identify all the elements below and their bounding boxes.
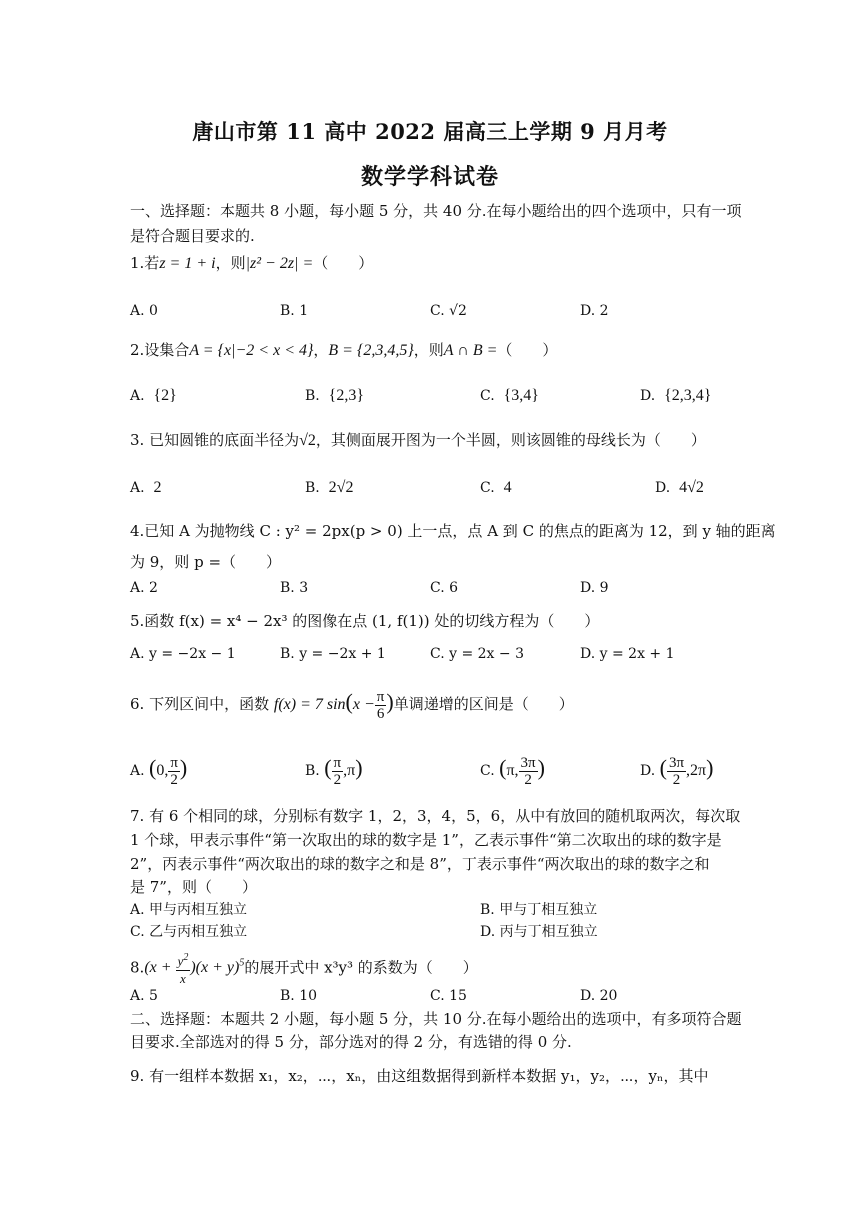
q6-function: f(x) = 7 sin	[273, 696, 346, 713]
q3-option-b[interactable]	[305, 479, 353, 497]
q6-option-a-lparen: (	[149, 755, 157, 780]
question-9-line1: 9. 有一组样本数据 x₁，x₂，⋯，xₙ，由这组数据得到新样本数据 y₁，y₂，⋯，yₙ，其中	[130, 1067, 709, 1085]
q6-argument: x −	[352, 696, 375, 713]
q6-option-d-rparen: )	[706, 755, 714, 780]
q6-option-c-den: 2	[524, 771, 532, 788]
q3-option-d-label: D.	[655, 480, 671, 496]
q8-option-d[interactable]: D. 20	[580, 988, 618, 1004]
q6-option-a-num: π	[170, 754, 178, 771]
q3-option-b-label: B.	[305, 480, 320, 496]
q6-option-d-post: ,2π	[686, 762, 707, 779]
q1-option-b[interactable]: B. 1	[280, 303, 309, 319]
section1-instructions-line2: 是符合题目要求的.	[130, 227, 255, 245]
q4-option-a[interactable]: A. 2	[130, 580, 158, 596]
question-2-stem	[130, 340, 557, 361]
question-6-stem	[130, 682, 574, 725]
exam-title: 唐山市第 11 高中 2022 届高三上学期 9 月月考	[192, 119, 668, 144]
q3-suffix: ，其侧面展开图为一个半圆，则该圆锥的母线长为（ ）	[315, 431, 706, 449]
q3-option-c-label: C.	[480, 480, 495, 496]
q2-suffix: （ ）	[497, 341, 558, 359]
q1-math-abs: |z² − 2z| =	[245, 255, 314, 272]
q6-frac-num: π	[376, 688, 385, 705]
q1-prefix: 1.若	[130, 254, 160, 272]
q6-option-d-den: 2	[672, 771, 681, 788]
q6-option-a-den: 2	[170, 771, 178, 788]
q6-prefix: 6. 下列区间中，函数	[130, 695, 270, 713]
q2-option-a-label: A.	[130, 388, 145, 404]
q3-option-c-value: 4	[503, 479, 512, 496]
section2-instructions-line2: 目要求.全部选对的得 5 分，部分选对的得 2 分，有选错的得 0 分.	[130, 1033, 572, 1051]
q3-option-a-label: A.	[130, 480, 145, 496]
q6-option-a-fraction	[168, 755, 180, 788]
q8-option-c[interactable]: C. 15	[430, 988, 467, 1004]
q6-option-a[interactable]	[130, 748, 187, 791]
q2-intersection: A ∩ B =	[443, 342, 498, 359]
question-3-stem	[130, 430, 706, 451]
q6-right-paren: )	[386, 689, 394, 714]
q1-math-z: z = 1 + i	[159, 255, 216, 272]
q6-option-b-post: ,π	[343, 762, 356, 779]
q2-option-a[interactable]	[130, 387, 177, 405]
q3-option-d-value: 4√2	[679, 479, 704, 496]
q2-option-d-label: D.	[640, 388, 656, 404]
q1-suffix: （ ）	[313, 254, 374, 272]
q8-option-a[interactable]: A. 5	[130, 988, 158, 1004]
q3-prefix: 3. 已知圆锥的底面半径为	[130, 431, 300, 449]
q2-prefix: 2.设集合	[130, 341, 190, 359]
section2-instructions-line1: 二、选择题：本题共 2 小题，每小题 5 分，共 10 分.在每小题给出的选项中，有多项符合题	[130, 1010, 742, 1028]
q2-option-c-label: C.	[480, 388, 495, 404]
q2-comma: ，	[313, 341, 329, 359]
section1-instructions-line1: 一、选择题：本题共 8 小题，每小题 5 分，共 40 分.在每小题给出的四个选项中，只有一项	[130, 202, 742, 220]
q6-option-a-pre: 0,	[156, 762, 169, 779]
q6-option-a-label: A.	[130, 763, 145, 779]
q6-option-b-fraction	[332, 755, 344, 788]
q2-then: ，则	[413, 341, 444, 359]
q6-option-c-label: C.	[480, 763, 495, 779]
q6-option-c[interactable]	[480, 748, 545, 791]
q5-option-c[interactable]: C. y = 2x − 3	[430, 646, 524, 662]
q2-option-a-value: {2}	[153, 387, 177, 404]
question-1-stem	[130, 253, 373, 274]
q6-option-b-lparen: (	[324, 755, 332, 780]
q2-set-a: A = {x|−2 < x < 4}	[189, 342, 314, 359]
q6-option-c-pre: π,	[506, 762, 519, 779]
q2-option-b-value: {2,3}	[328, 387, 365, 404]
q7-option-c[interactable]: C. 乙与丙相互独立	[130, 924, 248, 940]
q6-option-d[interactable]	[640, 748, 713, 791]
question-7-line1: 7. 有 6 个相同的球，分别标有数字 1，2，3，4，5，6，从中有放回的随机取两次，每次取	[130, 807, 741, 825]
q3-option-a-value: 2	[153, 479, 162, 496]
q6-fraction	[375, 689, 387, 722]
exam-subtitle: 数学学科试卷	[360, 164, 499, 190]
q6-option-d-fraction	[667, 755, 686, 788]
q3-option-a[interactable]	[130, 479, 161, 497]
q6-option-b-den: 2	[333, 771, 342, 788]
q6-suffix: 单调递增的区间是（ ）	[393, 695, 574, 713]
q7-option-b[interactable]: B. 甲与丁相互独立	[480, 902, 598, 918]
q3-option-d[interactable]	[655, 479, 704, 497]
question-7-line3: 2”，丙表示事件“两次取出的球的数字之和是 8”，丁表示事件“两次取出的球的数字之和	[130, 855, 710, 873]
q5-option-a[interactable]: A. y = −2x − 1	[130, 646, 236, 662]
q3-option-c[interactable]	[480, 479, 512, 497]
q8-expression: (x + $\frac{y^2}{x}$ )$(x + y)^5$	[144, 952, 245, 986]
q8-prefix: 8.	[130, 958, 145, 977]
question-5-stem: 5.函数 f(x) = x⁴ − 2x³ 的图像在点 (1, f(1)) 处的切线方程为（ ）	[130, 612, 600, 630]
q6-option-b[interactable]	[305, 748, 363, 791]
q2-option-c-value: {3,4}	[503, 387, 539, 404]
q6-option-b-rparen: )	[355, 755, 363, 780]
q2-option-b-label: B.	[305, 388, 320, 404]
q8-suffix: 的展开式中 x³y³ 的系数为（ ）	[244, 958, 478, 977]
q2-option-d[interactable]	[640, 387, 711, 405]
q3-radius: √2	[299, 432, 316, 449]
q1-option-a[interactable]: A. 0	[130, 303, 158, 319]
q6-option-d-lparen: (	[659, 755, 667, 780]
q6-option-c-fraction	[519, 755, 538, 788]
q6-option-c-rparen: )	[537, 755, 545, 780]
question-7-line4: 是 7”，则（ ）	[130, 878, 257, 896]
q6-option-c-num: 3π	[520, 754, 536, 771]
q6-option-d-num: 3π	[668, 754, 685, 771]
q4-option-c[interactable]: C. 6	[430, 580, 459, 596]
q6-option-c-lparen: (	[499, 755, 507, 780]
q1-option-d[interactable]: D. 2	[580, 303, 609, 319]
question-7-line2: 1 个球，甲表示事件“第一次取出的球的数字是 1”，乙表示事件“第二次取出的球的数字是	[130, 831, 722, 849]
q6-frac-den: 6	[376, 705, 385, 722]
question-4-line2: 为 9，则 p =（ ）	[130, 553, 282, 571]
q6-option-d-label: D.	[640, 763, 656, 779]
q7-option-d[interactable]: D. 丙与丁相互独立	[480, 924, 598, 940]
q3-option-b-value: 2√2	[328, 479, 354, 496]
q6-option-b-label: B.	[305, 763, 320, 779]
q6-option-b-num: π	[333, 754, 342, 771]
q2-set-b: B = {2,3,4,5}	[328, 342, 414, 359]
q1-mid: ，则	[215, 254, 246, 272]
q5-option-b[interactable]: B. y = −2x + 1	[280, 646, 386, 662]
q4-option-d[interactable]: D. 9	[580, 580, 609, 596]
q2-option-c[interactable]	[480, 387, 539, 405]
q8-option-b[interactable]: B. 10	[280, 988, 318, 1004]
q7-option-a[interactable]: A. 甲与丙相互独立	[130, 902, 248, 918]
q4-option-b[interactable]: B. 3	[280, 580, 309, 596]
q2-option-d-value: {2,3,4}	[664, 387, 712, 404]
question-4-line1: 4.已知 A 为抛物线 C : y² = 2px(p > 0) 上一点，点 A 到 C 的焦点的距离为 12，到 y 轴的距离	[130, 522, 776, 540]
q6-left-paren: (	[345, 689, 353, 714]
q2-option-b[interactable]	[305, 387, 364, 405]
q5-option-d[interactable]: D. y = 2x + 1	[580, 646, 675, 662]
q6-option-a-rparen: )	[179, 755, 188, 780]
question-8-stem	[130, 944, 478, 988]
q1-option-c[interactable]: C. √2	[430, 303, 467, 319]
